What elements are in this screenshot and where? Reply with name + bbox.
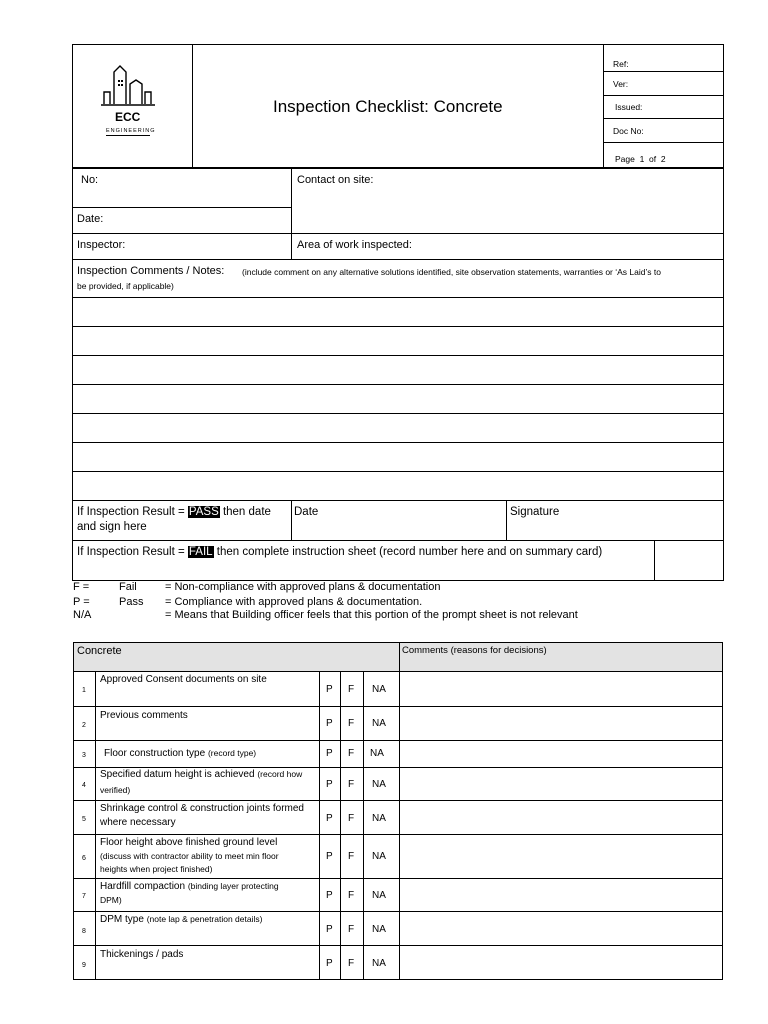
- pass-instruction: [77, 506, 271, 519]
- fail-option[interactable]: F: [348, 684, 355, 695]
- item-label: Floor height above finished ground level: [100, 837, 278, 848]
- item-label-note: (note lap & penetration details): [146, 914, 263, 924]
- row-line: [73, 911, 723, 912]
- info-line-comments: [72, 259, 724, 260]
- row-line: [73, 706, 723, 707]
- fail-option[interactable]: F: [348, 890, 355, 901]
- date-label: Date:: [77, 213, 104, 225]
- item-number: 3: [82, 752, 86, 759]
- section-label: Concrete: [77, 645, 122, 657]
- pass-prefix: If Inspection Result =: [77, 506, 188, 518]
- pass-vdivider-2: [506, 500, 507, 540]
- legend-code: N/A: [73, 609, 92, 621]
- comment-line[interactable]: [72, 355, 724, 356]
- na-option[interactable]: NA: [372, 958, 386, 969]
- item-number: 5: [82, 816, 86, 823]
- item-number: 9: [82, 962, 86, 969]
- legend-desc: = Non-compliance with approved plans & documentation: [165, 581, 441, 593]
- info-line-inspector: [72, 233, 724, 234]
- fail-option[interactable]: F: [348, 779, 355, 790]
- comment-line[interactable]: [72, 297, 724, 298]
- building-icon: [98, 62, 158, 112]
- page-title: Inspection Checklist: Concrete: [273, 97, 503, 116]
- pass-option[interactable]: P: [326, 924, 333, 935]
- docno-label: Doc No:: [613, 126, 644, 136]
- meta-line-3: [603, 118, 724, 119]
- meta-line-4: [603, 142, 724, 143]
- item-label-note: (record type): [207, 748, 257, 758]
- item-label-note: (binding layer protecting: [187, 881, 279, 891]
- no-label: No:: [81, 174, 99, 186]
- pass-option[interactable]: P: [326, 890, 333, 901]
- row-line: [73, 945, 723, 946]
- item-number: 2: [82, 722, 86, 729]
- pass-badge: PASS: [188, 506, 219, 518]
- comment-line[interactable]: [72, 384, 724, 385]
- comment-line[interactable]: [72, 442, 724, 443]
- logo-name: ECC: [115, 110, 141, 124]
- fail-badge: FAIL: [188, 546, 213, 558]
- col-na-divider: [363, 671, 364, 980]
- inspector-label: Inspector:: [77, 239, 126, 251]
- item-label-line2: where necessary: [100, 817, 176, 828]
- na-option[interactable]: NA: [372, 684, 386, 695]
- col-comments-divider: [399, 642, 400, 980]
- item-number: 6: [82, 855, 86, 862]
- legend-code: F =: [73, 581, 90, 593]
- pass-suffix: then date: [219, 506, 271, 518]
- item-label: Previous comments: [100, 710, 188, 721]
- signature-label: Signature: [510, 506, 560, 518]
- na-option[interactable]: NA: [372, 779, 386, 790]
- item-number: 8: [82, 928, 86, 935]
- item-number: 4: [82, 782, 86, 789]
- pass-instruction-line2: and sign here: [77, 521, 147, 533]
- row-line: [73, 878, 723, 879]
- item-label-note: (record how: [257, 769, 303, 779]
- pass-option[interactable]: P: [326, 779, 333, 790]
- comments-note-1: (include comment on any alternative solutions identified, site observation statements, warranties or ‘As Laid’s to: [242, 267, 661, 277]
- fail-top-line: [72, 540, 724, 541]
- item-label: Approved Consent documents on site: [100, 674, 267, 685]
- item-label-line2: DPM): [100, 895, 122, 905]
- item-label-main: DPM type: [100, 914, 144, 925]
- comments-label: Inspection Comments / Notes:: [77, 265, 225, 277]
- fail-option[interactable]: F: [348, 851, 355, 862]
- logo-divider: [192, 44, 193, 168]
- pass-vdivider-1: [291, 500, 292, 540]
- fail-prefix: If Inspection Result =: [77, 546, 188, 558]
- col-p-divider: [319, 671, 320, 980]
- na-option[interactable]: NA: [372, 890, 386, 901]
- comments-note-2: be provided, if applicable): [77, 281, 174, 291]
- logo-subtitle: ENGINEERING: [106, 128, 156, 134]
- company-logo: [98, 62, 158, 142]
- item-label: [104, 747, 256, 760]
- ref-label: Ref:: [613, 59, 629, 69]
- ver-label: Ver:: [613, 79, 629, 89]
- pass-option[interactable]: P: [326, 748, 333, 759]
- fail-vdivider: [654, 540, 655, 581]
- legend-word: Fail: [119, 581, 137, 593]
- item-label: [100, 880, 279, 893]
- item-label-line3: heights when project finished): [100, 864, 213, 874]
- na-option[interactable]: NA: [370, 748, 384, 759]
- row-line: [73, 800, 723, 801]
- item-number: 1: [82, 687, 86, 694]
- row-line: [73, 834, 723, 835]
- item-label-main: Specified datum height is achieved: [100, 769, 255, 780]
- col-num-divider: [95, 671, 96, 980]
- na-option[interactable]: NA: [372, 813, 386, 824]
- fail-option[interactable]: F: [348, 924, 355, 935]
- fail-option[interactable]: F: [348, 813, 355, 824]
- row-line: [73, 740, 723, 741]
- item-label: [100, 768, 302, 781]
- fail-option[interactable]: F: [348, 748, 355, 759]
- fail-option[interactable]: F: [348, 958, 355, 969]
- item-label-main: Hardfill compaction: [100, 881, 186, 892]
- table-header-bg: [74, 643, 722, 671]
- comment-line[interactable]: [72, 471, 724, 472]
- pass-option[interactable]: P: [326, 813, 333, 824]
- meta-line-1: [603, 71, 724, 72]
- meta-line-2: [603, 95, 724, 96]
- issued-label: Issued:: [615, 102, 643, 112]
- pass-option[interactable]: P: [326, 718, 333, 729]
- result-top-line: [72, 500, 724, 501]
- logo-underline: [106, 135, 150, 136]
- page-number: Page 1 of 2: [615, 154, 666, 164]
- item-number: 7: [82, 893, 86, 900]
- item-label: Thickenings / pads: [100, 949, 184, 960]
- pass-option[interactable]: P: [326, 851, 333, 862]
- pass-option[interactable]: P: [326, 684, 333, 695]
- area-label: Area of work inspected:: [297, 239, 412, 251]
- legend-code: P =: [73, 596, 90, 608]
- legend-desc: = Compliance with approved plans & documentation.: [165, 596, 423, 608]
- col-f-divider: [340, 671, 341, 980]
- item-label-line2: (discuss with contractor ability to meet min floor: [100, 851, 279, 861]
- comment-line[interactable]: [72, 413, 724, 414]
- comment-line[interactable]: [72, 326, 724, 327]
- item-label-line2: verified): [100, 785, 131, 795]
- meta-divider: [603, 44, 604, 168]
- legend-word: Pass: [119, 596, 144, 608]
- item-label-main: Floor construction type: [104, 748, 206, 759]
- table-header-line: [73, 671, 723, 672]
- comments-header: Comments (reasons for decisions): [402, 645, 547, 656]
- na-option[interactable]: NA: [372, 851, 386, 862]
- fail-option[interactable]: F: [348, 718, 355, 729]
- na-option[interactable]: NA: [372, 718, 386, 729]
- item-label: [100, 913, 262, 926]
- na-option[interactable]: NA: [372, 924, 386, 935]
- fail-instruction: [77, 546, 602, 559]
- pass-option[interactable]: P: [326, 958, 333, 969]
- item-label: Shrinkage control & construction joints formed: [100, 803, 304, 814]
- info-vdivider: [291, 168, 292, 259]
- info-line-date: [72, 207, 291, 208]
- fail-suffix: then complete instruction sheet (record number here and on summary card): [213, 546, 603, 558]
- info-box: [72, 168, 724, 581]
- pass-date-label: Date: [294, 506, 319, 518]
- legend-desc: = Means that Building officer feels that this portion of the prompt sheet is not relevant: [165, 609, 578, 621]
- contact-label: Contact on site:: [297, 174, 374, 186]
